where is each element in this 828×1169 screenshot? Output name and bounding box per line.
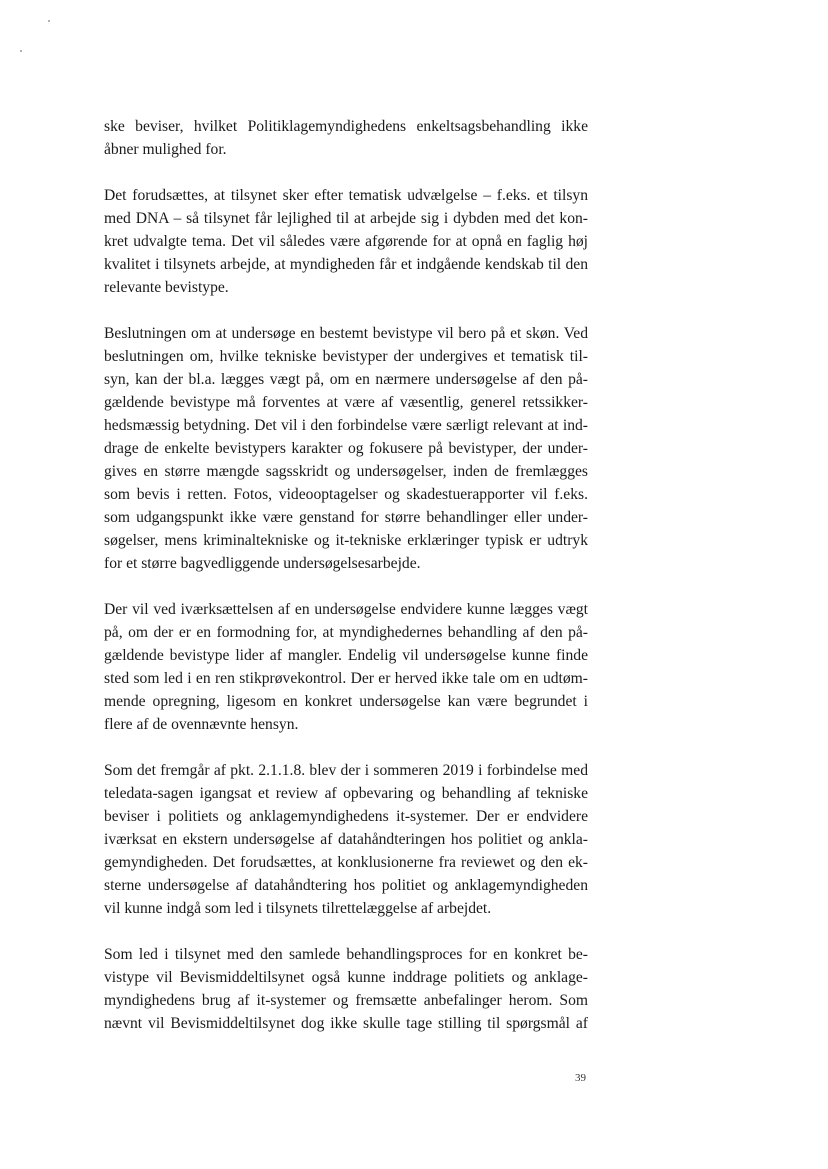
text-line: Beslutningen om at undersøge en bestemt bevistype vil bero på et skøn. Ved <box>104 325 588 342</box>
paragraph <box>104 598 588 736</box>
text-line: beviser i politiets og anklagemyndighedens it-systemer. Der er endvidere <box>104 808 588 825</box>
text-line: som bevis i retten. Fotos, videooptagelser og skadestuerapporter vil f.eks. <box>104 486 588 503</box>
text-line: på, om der er en formodning for, at myndighedernes behandling af den på- <box>104 624 588 641</box>
text-line: Der vil ved iværksættelsen af en undersøgelse endvidere kunne lægges vægt <box>104 601 588 618</box>
document-body <box>104 115 588 1035</box>
text-line: for et større bagvedliggende undersøgelsesarbejde. <box>104 555 421 572</box>
text-line: gældende bevistype må forventes at være af væsentlig, generel retssikker- <box>104 394 588 411</box>
paragraph <box>104 115 588 161</box>
text-line: syn, kan der bl.a. lægges vægt på, om en nærmere undersøgelse af den på- <box>104 371 588 388</box>
text-line: kret udvalgte tema. Det vil således være afgørende for at opnå en faglig høj <box>104 233 588 250</box>
text-line: vil kunne indgå som led i tilsynets tilrettelæggelse af arbejdet. <box>104 900 492 917</box>
text-line: myndighedens brug af it-systemer og fremsætte anbefalinger herom. Som <box>104 992 588 1009</box>
text-line: åbner mulighed for. <box>104 141 227 158</box>
text-line: kvalitet i tilsynets arbejde, at myndigheden får et indgående kendskab til den <box>104 256 588 273</box>
text-line: som udgangspunkt ikke være genstand for større behandlinger eller under- <box>104 509 588 526</box>
text-line: gives en større mængde sagsskridt og undersøgelser, inden de fremlægges <box>104 463 588 480</box>
paragraph-spacer <box>104 920 588 943</box>
text-line: gemyndigheden. Det forudsættes, at konklusionerne fra reviewet og den ek- <box>104 854 588 871</box>
paragraph <box>104 184 588 299</box>
paragraph-spacer <box>104 161 588 184</box>
text-line: drage de enkelte bevistypers karakter og fokusere på bevistyper, der under- <box>104 440 588 457</box>
paragraph-spacer <box>104 575 588 598</box>
text-line: gældende bevistype lider af mangler. Endelig vil undersøgelse kunne finde <box>104 647 588 664</box>
paragraph <box>104 943 588 1035</box>
text-line: relevante bevistype. <box>104 279 229 296</box>
paragraph <box>104 759 588 920</box>
page-number: 39 <box>575 1072 586 1084</box>
text-line: beslutningen om, hvilke tekniske bevistyper der undergives et tematisk til- <box>104 348 588 365</box>
text-line: nævnt vil Bevismiddeltilsynet dog ikke skulle tage stilling til spørgsmål af <box>104 1015 588 1032</box>
text-line: ske beviser, hvilket Politiklagemyndighedens enkeltsagsbehandling ikke <box>104 118 588 135</box>
text-line: flere af de ovennævnte hensyn. <box>104 716 299 733</box>
paragraph-spacer <box>104 299 588 322</box>
text-line: Som det fremgår af pkt. 2.1.1.8. blev der i sommeren 2019 i forbindelse med <box>104 762 588 779</box>
scan-speck <box>48 20 50 22</box>
text-line: teledata-sagen igangsat et review af opbevaring og behandling af tekniske <box>104 785 588 802</box>
text-line: sterne undersøgelse af datahåndtering hos politiet og anklagemyndigheden <box>104 877 588 894</box>
text-line: iværksat en ekstern undersøgelse af datahåndteringen hos politiet og ankla- <box>104 831 588 848</box>
paragraph <box>104 322 588 575</box>
scan-speck <box>20 50 22 52</box>
text-line: Det forudsættes, at tilsynet sker efter tematisk udvælgelse – f.eks. et tilsyn <box>104 187 588 204</box>
paragraph-spacer <box>104 736 588 759</box>
text-line: søgelser, mens kriminaltekniske og it-tekniske erklæringer typisk er udtryk <box>104 532 588 549</box>
text-line: mende opregning, ligesom en konkret undersøgelse kan være begrundet i <box>104 693 588 710</box>
text-line: sted som led i en ren stikprøvekontrol. Der er herved ikke tale om en udtøm- <box>104 670 588 687</box>
text-line: hedsmæssig betydning. Det vil i den forbindelse være særligt relevant at ind- <box>104 417 588 434</box>
text-line: med DNA – så tilsynet får lejlighed til at arbejde sig i dybden med det kon- <box>104 210 588 227</box>
text-line: Som led i tilsynet med den samlede behandlingsproces for en konkret be- <box>104 946 588 963</box>
text-line: vistype vil Bevismiddeltilsynet også kunne inddrage politiets og anklage- <box>104 969 588 986</box>
